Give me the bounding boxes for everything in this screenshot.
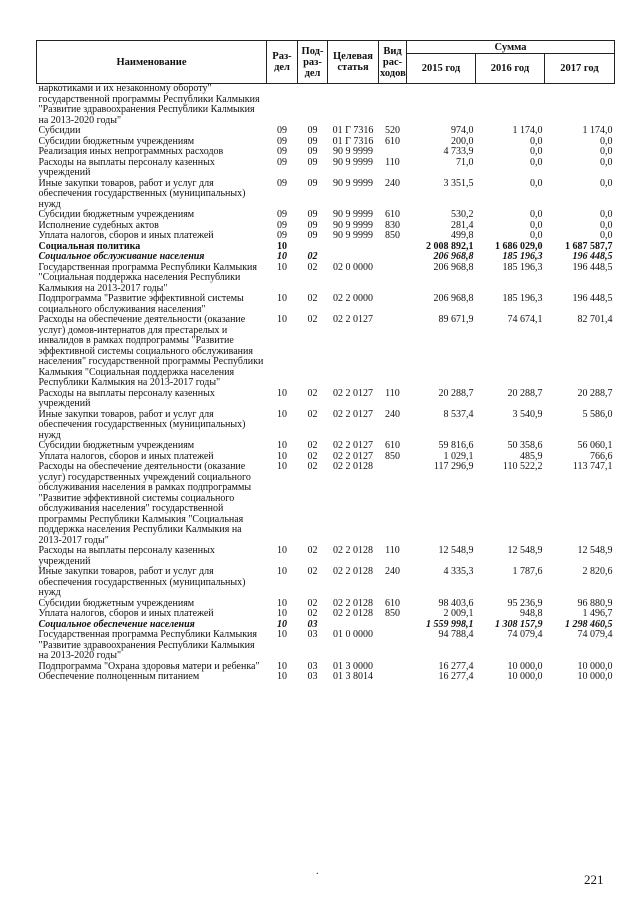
table-row (37, 210, 615, 221)
row-section: 09 (277, 230, 287, 241)
row-name: Иные закупки товаров, работ и услуг для обеспечения государственных (муниципальных) нужд (38, 408, 246, 441)
row-section: 10 (277, 240, 287, 252)
row-subsection: 02 (307, 293, 318, 304)
row-section: 09 (277, 125, 287, 136)
row-sum-2015: 16 277,4 (438, 671, 474, 682)
header-target: Целевая статья (328, 41, 379, 84)
row-subsection: 02 (307, 314, 318, 325)
row-sum-2017: 0,0 (600, 156, 613, 168)
row-section: 10 (277, 293, 287, 304)
row-sum-2016: 74 079,4 (507, 629, 543, 640)
row-sum-2017: 0,0 (600, 219, 613, 231)
row-subsection: 02 (307, 461, 318, 472)
row-name: Государственная программа Республики Калмыкия "Развитие здравоохранения Республики Калмыкия на 2013-2020 годы" (38, 629, 258, 661)
row-expense-type (379, 147, 407, 158)
row-section: 10 (277, 660, 287, 672)
table-row (37, 231, 615, 242)
row-section: 10 (277, 261, 287, 273)
row-target: 01 3 0000 (333, 660, 373, 672)
row-sum-2016: 185 196,3 (502, 293, 543, 304)
row-section: 10 (277, 566, 287, 577)
footer-dot: . (316, 866, 319, 877)
row-sum-2017: 2 820,6 (582, 566, 613, 577)
row-expense-type: 240 (385, 177, 400, 189)
row-name: Расходы на обеспечение деятельности (оказание услуг) домов-интернатов для престарелых и инвалидов в рамках подпрограммы "Развитие эффективной системы социального обслуживания населения" государственной программы Республики Калмыкия "Социальная поддержка населения Республики Калмыкия на 2013-2017 годы" (38, 314, 264, 388)
row-expense-type (379, 84, 407, 127)
row-sum-2016: 1 308 157,9 (495, 618, 543, 630)
row-name: Подпрограмма "Развитие эффективной системы социального обслуживания населения" (38, 293, 244, 315)
header-year-2017: 2017 год (545, 54, 615, 84)
row-sum-2016: 0,0 (530, 177, 543, 189)
row-subsection: 02 (307, 408, 318, 420)
row-sum-2016: 0,0 (530, 156, 543, 168)
row-target: 02 2 0128 (333, 461, 373, 472)
row-target: 90 9 9999 (333, 146, 373, 157)
row-subsection: 09 (307, 156, 318, 168)
row-expense-type: 830 (385, 219, 400, 231)
row-sum-2015: 94 788,4 (438, 629, 474, 640)
row-sum-2015: 89 671,9 (438, 314, 474, 325)
row-sum-2017: 20 288,7 (577, 387, 613, 399)
row-name: Расходы на выплаты персоналу казенных учреждений (38, 387, 215, 409)
row-name: Подпрограмма "Охрана здоровья матери и ребенка" (38, 660, 260, 672)
row-sum-2016: 0,0 (530, 219, 543, 231)
header-sum: Сумма (407, 41, 615, 54)
row-sum-2016: 74 674,1 (507, 314, 543, 325)
row-expense-type: 240 (385, 408, 400, 420)
row-sum-2017: 82 701,4 (577, 314, 613, 325)
row-section: 09 (277, 219, 287, 231)
row-section: 09 (277, 146, 287, 157)
table-row (37, 609, 615, 620)
row-sum-2017: 1 496,7 (582, 608, 613, 619)
table-row (37, 389, 615, 410)
row-expense-type: 110 (385, 387, 400, 399)
row-section (267, 84, 298, 127)
row-name: Субсидии бюджетным учреждениям (38, 135, 195, 147)
row-name: Субсидии (38, 125, 81, 136)
row-sum-2016: 110 522,2 (502, 461, 543, 472)
row-sum-2016: 1 787,6 (512, 566, 543, 577)
row-subsection: 02 (307, 545, 318, 556)
row-target: 90 9 9999 (333, 209, 373, 220)
row-sum-2017: 196 448,5 (572, 251, 613, 262)
row-sum-2015: 206 968,8 (433, 293, 474, 304)
row-sum-2015: 1 559 998,1 (426, 618, 474, 630)
row-sum-2015: 12 548,9 (438, 545, 474, 556)
row-expense-type (379, 263, 407, 295)
row-sum-2015: 71,0 (456, 156, 474, 168)
row-target: 01 Г 7316 (332, 125, 374, 136)
row-sum-2016: 485,9 (520, 450, 543, 462)
row-target: 02 2 0127 (333, 450, 373, 462)
row-target: 02 2 0127 (333, 314, 373, 325)
header-year-2016: 2016 год (476, 54, 545, 84)
row-target: 90 9 9999 (333, 156, 373, 168)
row-sum-2016: 1 686 029,0 (495, 240, 543, 252)
row-sum-2016: 0,0 (530, 209, 543, 220)
row-sum-2016: 95 236,9 (507, 597, 543, 609)
row-sum-2016: 185 196,3 (502, 251, 543, 262)
row-section: 09 (277, 177, 287, 189)
row-subsection: 02 (307, 440, 318, 451)
row-target: 90 9 9999 (333, 219, 373, 231)
row-expense-type: 610 (385, 209, 400, 220)
row-name: Социальная политика (38, 240, 141, 252)
row-section: 10 (277, 671, 287, 682)
row-subsection: 09 (307, 219, 318, 231)
row-subsection: 03 (307, 671, 318, 682)
row-name: Реализация иных непрограммных расходов (38, 146, 224, 157)
row-subsection: 09 (307, 146, 318, 157)
row-target: 01 Г 7316 (332, 135, 374, 147)
row-name: Расходы на обеспечение деятельности (оказание услуг) государственных учреждений социального обслуживания населения в рамках подпрограммы "Развитие эффективной системы социального обслуживания населения" государственной программы Республики Калмыкия "Социальная поддержка населения Республики Калмыкия на 2013-2017 годы" (38, 461, 252, 546)
row-sum-2016 (476, 84, 545, 127)
row-subsection: 03 (307, 660, 318, 672)
row-name: Иные закупки товаров, работ и услуг для обеспечения государственных (муниципальных) нужд (38, 177, 246, 210)
table-row (37, 179, 615, 211)
row-subsection: 09 (307, 125, 318, 136)
table-row (37, 462, 615, 546)
table-body (37, 84, 615, 683)
row-target: 02 0 0000 (333, 261, 373, 273)
row-expense-type: 610 (385, 135, 400, 147)
row-expense-type (379, 462, 407, 546)
row-sum-2017: 766,6 (590, 450, 613, 462)
page-number: 221 (584, 872, 604, 887)
row-name: Расходы на выплаты персоналу казенных учреждений (38, 545, 215, 567)
row-sum-2017: 1 174,0 (582, 125, 613, 136)
row-sum-2016: 10 000,0 (507, 671, 543, 682)
row-sum-2016: 0,0 (530, 135, 543, 147)
row-section: 10 (277, 450, 287, 462)
row-expense-type: 850 (385, 450, 400, 462)
row-sum-2015: 206 968,8 (433, 251, 474, 262)
row-target: 90 9 9999 (333, 177, 373, 189)
header-year-2015: 2015 год (407, 54, 476, 84)
table-row (37, 294, 615, 315)
row-sum-2015 (407, 84, 476, 127)
table-row (37, 567, 615, 599)
row-sum-2017: 0,0 (600, 146, 613, 157)
row-name: Обеспечение полноценным питанием (38, 671, 200, 682)
row-sum-2016: 948,8 (520, 608, 543, 619)
row-sum-2016: 0,0 (530, 230, 543, 241)
row-expense-type (379, 630, 407, 662)
row-sum-2017: 10 000,0 (577, 671, 613, 682)
row-sum-2017: 0,0 (600, 230, 613, 241)
row-sum-2017: 96 880,9 (577, 597, 613, 609)
row-sum-2015: 16 277,4 (438, 660, 474, 672)
row-sum-2015: 8 537,4 (443, 408, 474, 420)
row-sum-2015: 200,0 (451, 135, 474, 147)
row-sum-2017: 12 548,9 (577, 545, 613, 556)
table-row (37, 546, 615, 567)
row-sum-2015: 3 351,5 (443, 177, 474, 189)
row-subsection: 09 (307, 209, 318, 220)
row-sum-2016: 1 174,0 (512, 125, 543, 136)
row-sum-2016: 0,0 (530, 146, 543, 157)
row-sum-2015: 1 029,1 (443, 450, 474, 462)
table-row (37, 672, 615, 683)
row-sum-2017: 1 687 587,7 (565, 240, 613, 252)
row-sum-2016: 3 540,9 (512, 408, 543, 420)
row-name: Исполнение судебных актов (38, 219, 159, 231)
row-target: 90 9 9999 (333, 230, 373, 241)
row-section: 09 (277, 135, 287, 147)
table-row (37, 84, 615, 127)
row-sum-2017: 74 079,4 (577, 629, 613, 640)
row-section: 10 (277, 314, 287, 325)
row-subsection: 09 (307, 177, 318, 189)
row-expense-type (379, 294, 407, 315)
row-name: Субсидии бюджетным учреждениям (38, 209, 195, 220)
row-sum-2015: 59 816,6 (438, 440, 474, 451)
header-name: Наименование (37, 41, 267, 84)
row-sum-2016: 10 000,0 (507, 660, 543, 672)
row-expense-type (379, 252, 407, 263)
row-section: 10 (277, 440, 287, 451)
row-target: 01 3 8014 (333, 671, 373, 682)
table-row (37, 315, 615, 389)
budget-table-sheet (36, 40, 614, 683)
table-row (37, 410, 615, 442)
row-name: Государственная программа Республики Калмыкия "Социальная поддержка населения Республики Калмыкия на 2013-2017 годы" (38, 261, 258, 294)
row-section: 10 (277, 408, 287, 420)
row-target: 02 2 0127 (333, 408, 373, 420)
row-section: 10 (277, 608, 287, 619)
row-sum-2017: 0,0 (600, 209, 613, 220)
row-section: 10 (277, 251, 287, 262)
row-sum-2015: 4 733,9 (443, 146, 474, 157)
row-sum-2015: 4 335,3 (443, 566, 474, 577)
table-row (37, 126, 615, 137)
header-expense-type: Вид рас- ходов (379, 41, 407, 84)
row-sum-2015: 530,2 (451, 209, 474, 220)
row-subsection: 02 (307, 597, 318, 609)
table-row (37, 147, 615, 158)
row-target: 02 2 0128 (333, 608, 373, 619)
row-section: 10 (277, 461, 287, 472)
row-sum-2016: 185 196,3 (502, 261, 543, 273)
row-sum-2015: 2 009,1 (443, 608, 474, 619)
row-sum-2015: 98 403,6 (438, 597, 474, 609)
row-name: Расходы на выплаты персоналу казенных учреждений (38, 156, 215, 178)
row-expense-type (379, 620, 407, 631)
row-sum-2017: 1 298 460,5 (565, 618, 613, 630)
row-sum-2015: 20 288,7 (438, 387, 474, 399)
row-sum-2017: 10 000,0 (577, 660, 613, 672)
row-name: Социальное обслуживание населения (38, 251, 205, 262)
row-name: Субсидии бюджетным учреждениям (38, 597, 195, 609)
row-section: 10 (277, 618, 287, 630)
row-subsection: 03 (307, 618, 318, 630)
row-expense-type (379, 242, 407, 253)
row-sum-2017 (545, 84, 615, 127)
budget-table (36, 40, 615, 683)
table-row (37, 630, 615, 662)
row-sum-2017: 5 586,0 (582, 408, 613, 420)
row-subsection: 02 (307, 251, 318, 262)
row-sum-2017: 0,0 (600, 177, 613, 189)
row-sum-2017: 196 448,5 (572, 261, 613, 273)
row-sum-2016: 12 548,9 (507, 545, 543, 556)
row-target: 02 2 0128 (333, 566, 373, 577)
header-subsection: Под- раз- дел (298, 41, 328, 84)
row-target: 01 0 0000 (333, 629, 373, 640)
row-subsection: 02 (307, 450, 318, 462)
row-target: 02 2 0127 (333, 387, 373, 399)
row-sum-2017: 113 747,1 (572, 461, 613, 472)
row-sum-2015: 974,0 (451, 125, 474, 136)
row-target: 02 2 0000 (333, 293, 373, 304)
header-section: Раз- дел (267, 41, 298, 84)
row-expense-type (379, 672, 407, 683)
row-subsection: 09 (307, 230, 318, 241)
row-subsection: 02 (307, 566, 318, 577)
row-expense-type (379, 662, 407, 673)
row-expense-type: 110 (385, 156, 400, 168)
row-subsection: 02 (307, 608, 318, 619)
row-expense-type: 110 (385, 545, 400, 556)
row-name: Субсидии бюджетным учреждениям (38, 440, 195, 451)
row-expense-type: 520 (385, 125, 400, 136)
row-name: Иные закупки товаров, работ и услуг для обеспечения государственных (муниципальных) нужд (38, 566, 246, 598)
row-section: 09 (277, 156, 287, 168)
row-expense-type: 610 (385, 597, 400, 609)
row-sum-2017: 196 448,5 (572, 293, 613, 304)
row-sum-2015: 281,4 (451, 219, 474, 231)
row-section: 10 (277, 545, 287, 556)
table-row (37, 158, 615, 179)
row-section: 10 (277, 629, 287, 640)
row-expense-type: 850 (385, 230, 400, 241)
row-expense-type: 610 (385, 440, 400, 451)
row-sum-2017: 0,0 (600, 135, 613, 147)
row-section: 09 (277, 209, 287, 220)
row-sum-2017: 56 060,1 (577, 440, 613, 451)
row-target (328, 242, 379, 253)
row-sum-2016: 20 288,7 (507, 387, 543, 399)
row-section: 10 (277, 387, 287, 399)
table-row (37, 263, 615, 295)
row-sum-2015: 206 968,8 (433, 261, 474, 273)
row-subsection: 03 (307, 629, 318, 640)
row-subsection: 09 (307, 135, 318, 147)
row-target: 02 2 0128 (333, 545, 373, 556)
row-name: Уплата налогов, сборов и иных платежей (38, 230, 214, 241)
row-name: наркотиками и их незаконному обороту" государственной программы Республики Калмыкия "Развитие здравоохранения Республики Калмыкия на 2013-2020 годы" (38, 83, 260, 126)
row-name: Социальное обеспечение населения (38, 618, 195, 630)
row-subsection: 02 (307, 261, 318, 273)
row-subsection: 02 (307, 387, 318, 399)
row-name: Уплата налогов, сборов и иных платежей (38, 450, 214, 462)
row-sum-2015: 499,8 (451, 230, 474, 241)
table-row (37, 252, 615, 263)
row-target (328, 84, 379, 127)
row-section: 10 (277, 597, 287, 609)
row-subsection (298, 84, 328, 127)
row-sum-2016: 50 358,6 (507, 440, 543, 451)
row-sum-2015: 117 296,9 (433, 461, 474, 472)
row-target (328, 252, 379, 263)
row-expense-type: 240 (385, 566, 400, 577)
row-target: 02 2 0128 (333, 597, 373, 609)
row-target: 02 2 0127 (333, 440, 373, 451)
table-row (37, 441, 615, 452)
row-name: Уплата налогов, сборов и иных платежей (38, 608, 214, 619)
row-sum-2015: 2 008 892,1 (426, 240, 474, 252)
row-expense-type: 850 (385, 608, 400, 619)
row-expense-type (379, 315, 407, 389)
